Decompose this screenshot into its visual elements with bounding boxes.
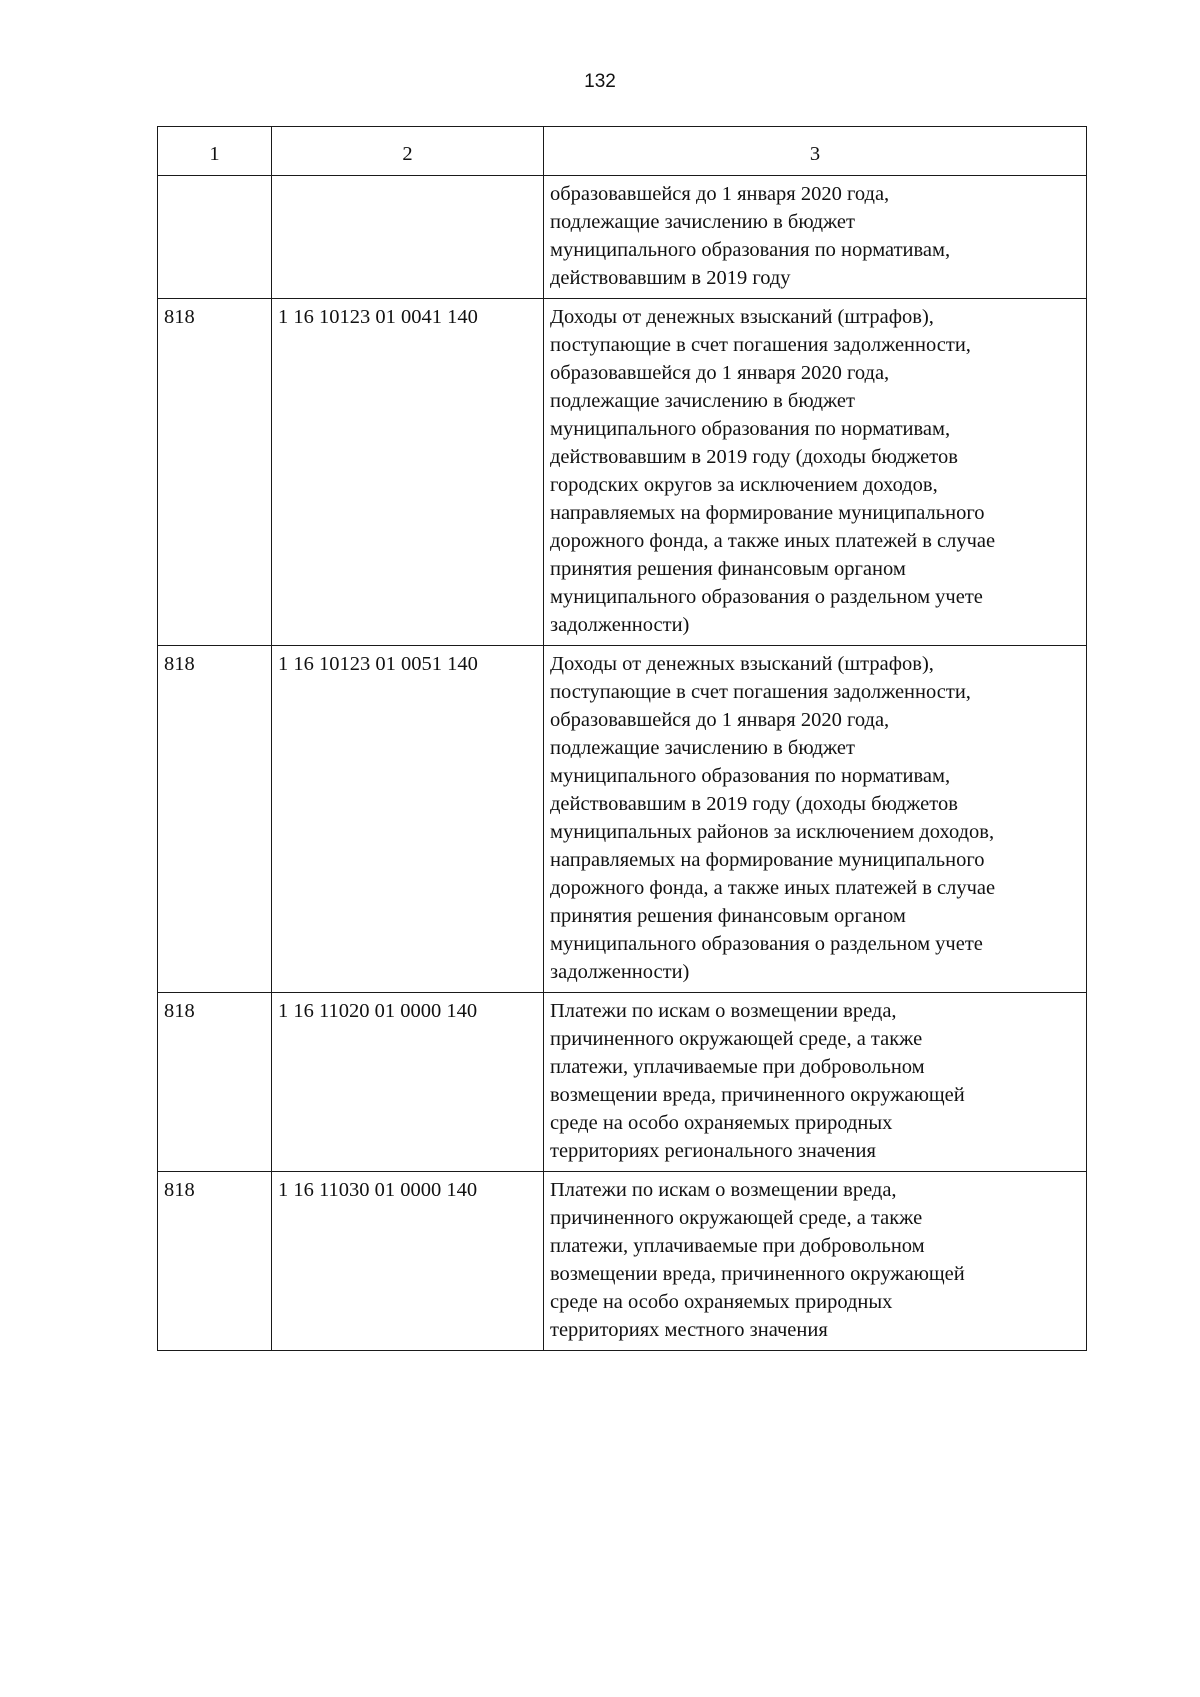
kbk-code-cell: 1 16 11030 01 0000 140 <box>272 1172 544 1351</box>
column-header-3: 3 <box>544 127 1087 176</box>
description-cell: Платежи по искам о возмещении вреда, причиненного окружающей среде, а также платежи, уплачиваемые при добровольном возмещении вреда, причиненного окружающей среде на особо охраняемых природных территориях регионального значения <box>544 993 1087 1172</box>
description-cell: образовавшейся до 1 января 2020 года, подлежащие зачислению в бюджет муниципального образования по нормативам, действовавшим в 2019 году <box>544 176 1087 299</box>
table-header-row <box>158 127 1087 176</box>
admin-code-cell <box>158 176 272 299</box>
kbk-code-cell: 1 16 10123 01 0051 140 <box>272 646 544 993</box>
admin-code-cell: 818 <box>158 993 272 1172</box>
table-row <box>158 176 1087 299</box>
table-row <box>158 299 1087 646</box>
admin-code-cell: 818 <box>158 1172 272 1351</box>
description-cell: Платежи по искам о возмещении вреда, причиненного окружающей среде, а также платежи, уплачиваемые при добровольном возмещении вреда, причиненного окружающей среде на особо охраняемых природных территориях местного значения <box>544 1172 1087 1351</box>
column-header-2: 2 <box>272 127 544 176</box>
description-cell: Доходы от денежных взысканий (штрафов), поступающие в счет погашения задолженности, образовавшейся до 1 января 2020 года, подлежащие зачислению в бюджет муниципального образования по нормативам, действовавшим в 2019 году (доходы бюджетов городских округов за исключением доходов, направляемых на формирование муниципального дорожного фонда, а также иных платежей в случае принятия решения финансовым органом муниципального образования о раздельном учете задолженности) <box>544 299 1087 646</box>
table-row <box>158 646 1087 993</box>
kbk-code-cell <box>272 176 544 299</box>
table-row <box>158 1172 1087 1351</box>
column-header-1: 1 <box>158 127 272 176</box>
kbk-code-cell: 1 16 11020 01 0000 140 <box>272 993 544 1172</box>
admin-code-cell: 818 <box>158 299 272 646</box>
revenue-codes-table <box>157 126 1087 1351</box>
admin-code-cell: 818 <box>158 646 272 993</box>
table-row <box>158 993 1087 1172</box>
description-cell: Доходы от денежных взысканий (штрафов), поступающие в счет погашения задолженности, образовавшейся до 1 января 2020 года, подлежащие зачислению в бюджет муниципального образования по нормативам, действовавшим в 2019 году (доходы бюджетов муниципальных районов за исключением доходов, направляемых на формирование муниципального дорожного фонда, а также иных платежей в случае принятия решения финансовым органом муниципального образования о раздельном учете задолженности) <box>544 646 1087 993</box>
page-number: 132 <box>584 71 616 92</box>
kbk-code-cell: 1 16 10123 01 0041 140 <box>272 299 544 646</box>
